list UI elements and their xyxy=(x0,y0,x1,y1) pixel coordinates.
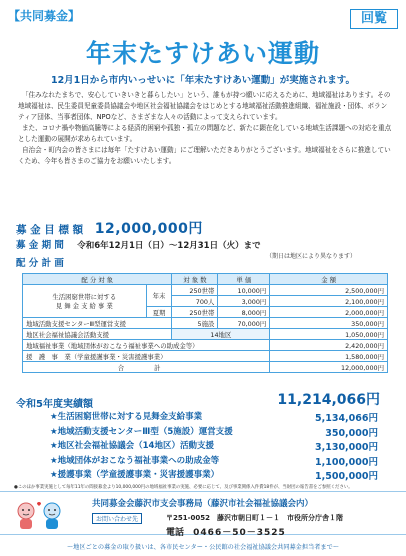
phone-number: 0466－50－3525 xyxy=(193,528,286,538)
list-item: ★援護事業（学童援護事業・災害援護事業） 1,500,000円 xyxy=(50,470,378,482)
allocation-table xyxy=(22,273,388,373)
period-line xyxy=(16,237,261,251)
period-label: 募 金 期 間 xyxy=(16,240,64,251)
list-item: ★地域団体がおこなう福祉事業への助成金等 1,100,000円 xyxy=(50,455,378,468)
list-item: ★地域活動支援センターⅢ型（5施設）運営支援 350,000円 xyxy=(50,426,378,439)
results-list xyxy=(50,410,382,483)
table-header: 配 分 対 象 xyxy=(23,274,172,285)
footnote: ●このほか事業実施として毎年11年の間接募金より10,000,000円の地域福祉事業の実施、必要に応じて、及び事業関係入件費18件が、当財団の報告書をご参照ください。 xyxy=(14,485,353,490)
goal-label: 募 金 目 標 額 xyxy=(16,224,84,236)
period-dates: 令和6年12月1日（日）～12月31日（火）まで xyxy=(77,241,261,251)
lead-text: 12月1日から市内いっせいに「年末たすけあい運動」が実施されます。 xyxy=(50,75,356,86)
summer-label: 夏期 xyxy=(146,307,172,318)
results-label: 令和5年度実績額 xyxy=(16,399,93,410)
goal-amount: 12,000,000円 xyxy=(94,221,203,237)
table-header: 対 象 数 xyxy=(172,274,218,285)
page-title: 年末たすけあい運動 xyxy=(85,39,320,68)
period-note: （期日は地区により異なります） xyxy=(265,253,356,260)
list-item: ★地区社会福祉協議会（14地区）活動支援 3,130,000円 xyxy=(50,441,378,453)
goal-line xyxy=(16,218,203,238)
table-row: 地域活動支援センターⅢ型運営支援 5施設 70,000円 350,000円 xyxy=(23,318,388,329)
body-paragraphs xyxy=(18,90,392,167)
phone-line xyxy=(166,525,286,538)
phone-label: 電話 xyxy=(166,528,185,538)
table-row: 援 護 事 業（学童援護事業・災害援護事業） 1,580,000円 xyxy=(23,351,388,362)
year-end-label: 年末 xyxy=(146,285,172,307)
contact-section xyxy=(0,491,406,538)
table-row: 夏期 250世帯 8,000円 2,000,000円 xyxy=(23,307,388,318)
mascot-illustration xyxy=(10,498,70,532)
table-total-row: 合 計 12,000,000円 xyxy=(23,362,388,373)
table-row: 地域福祉事業（地域団体がおこなう福祉事業への助成金等） 2,420,000円 xyxy=(23,340,388,351)
results-header xyxy=(16,392,390,411)
circulation-stamp: 回覧 xyxy=(350,9,398,29)
header-bar xyxy=(8,7,398,27)
category-tag: 【共同募金】 xyxy=(8,9,81,23)
body-paragraph: 「住みなれたまちで、安心していきいきと暮らしたい」という、誰もが持つ願いに応えるために、地域福祉はあります。その地域福祉は、民生委員児童委員協議会や地区社会福祉協議会をはじめとする地域福祉活動推進組織、福祉施設・団体、ボランティア団体、当事者団体、NPOなど、さまざまな人々の活動によって支えられています。 xyxy=(18,91,391,121)
results-total: 11,214,066円 xyxy=(277,392,380,408)
table-row: 700人 3,000円 2,100,000円 xyxy=(23,296,388,307)
table-header: 金 額 xyxy=(270,274,388,285)
table-header-row xyxy=(23,274,388,285)
list-item: ★生活困窮世帯に対する見舞金支給事業 5,134,066円 xyxy=(50,412,378,424)
allocation-plan-label: 配 分 計 画 xyxy=(16,258,64,269)
bottom-note: ～地区ごとの募金の取り扱いは、各市民センター・公民館の社会福祉協議会共同募金担当者まで～ xyxy=(67,544,339,551)
inquiry-label: お問い合わせ先 xyxy=(92,513,142,524)
body-paragraph: 自治会・町内会の皆さまには毎年「たすけあい運動」にご理解いただきありがとうございます。地域福祉をさらに推進していくため、今年も皆さまのご協力をお願いいたします。 xyxy=(18,146,391,165)
table-row: 生活困窮世帯に対する 見 舞 金 支 給 事 業 年末 250世帯 10,000円 2,500,000円 xyxy=(23,285,388,296)
table-header: 単 価 xyxy=(218,274,270,285)
organization-name: 共同募金会藤沢市支会事務局（藤沢市社会福祉協議会内） xyxy=(92,499,314,509)
poverty-support-label: 生活困窮世帯に対する 見 舞 金 支 給 事 業 xyxy=(23,285,147,318)
address: 〒251-0052 藤沢市朝日町１－１ 市役所分庁舎１階 xyxy=(166,514,343,522)
body-paragraph: また、コロナ禍や物価高騰等による経済的困窮や孤独・孤立の問題など、新たに顕在化している地域生活課題への対応を重点とした運動の展開が求められています。 xyxy=(18,124,392,143)
table-row: 地区社会福祉協議会活動支援 14地区 1,050,000円 xyxy=(23,329,388,340)
